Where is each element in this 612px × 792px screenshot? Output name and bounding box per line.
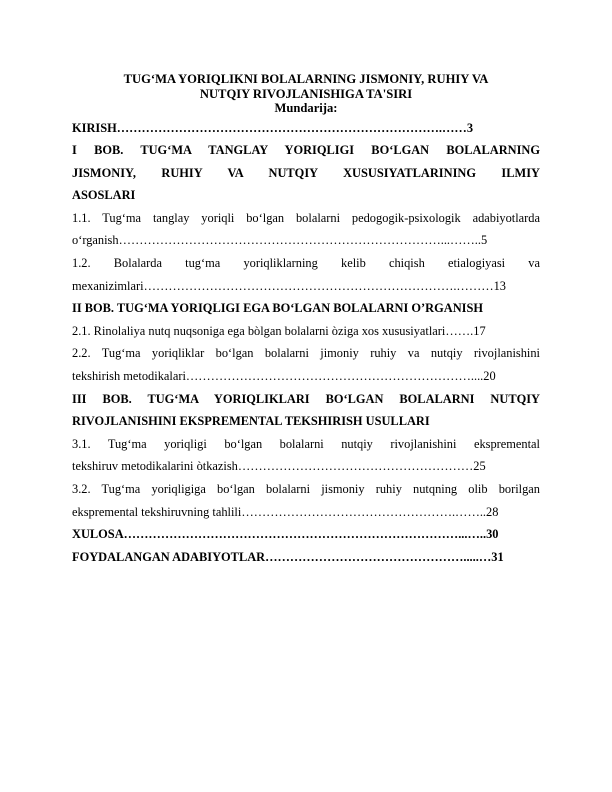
toc-page-number: 28 xyxy=(486,504,499,519)
toc-leader: ………………………………………………………………….……… xyxy=(143,278,494,293)
toc-page-number: 5 xyxy=(481,233,488,248)
toc-line xyxy=(72,275,540,298)
toc-label: XULOSA xyxy=(72,527,124,542)
toc-label: 2.1. Rinolaliya nutq nuqsoniga ega bòlgan bolalarni òziga xos xususiyatlari xyxy=(72,323,446,338)
toc-entry-xulosa[interactable] xyxy=(72,523,540,546)
table-of-contents xyxy=(72,117,540,569)
toc-leader: …………………………………………………………….... xyxy=(185,369,484,384)
toc-text-line: 3.1. Tug‘ma yoriqligi bo‘lgan bolalarni nutqiy rivojlanishini ekspremental xyxy=(72,436,540,451)
toc-entry-bob-2[interactable] xyxy=(72,297,540,320)
toc-page-number: 25 xyxy=(473,459,486,474)
toc-text-line: 3.2. Tug‘ma yoriqligiga bo‘lgan bolalarni jismoniy ruhiy nutqning olib borilgan xyxy=(72,482,540,496)
toc-line xyxy=(72,229,540,252)
toc-page-number: 13 xyxy=(493,278,506,293)
toc-entry-foydalangan-adabiyotlar[interactable] xyxy=(72,546,540,569)
document-title xyxy=(72,72,540,101)
toc-leader: ………………………………………….....… xyxy=(265,549,492,564)
toc-page-number: 20 xyxy=(483,369,496,384)
toc-label: KIRISH xyxy=(72,120,117,135)
toc-leader: ……………………………………………………………………...…….. xyxy=(118,233,482,248)
toc-leader: ………………………………………………… xyxy=(237,459,474,474)
toc-entry-3-1[interactable] xyxy=(72,433,540,478)
toc-leader: …………………………………………….…….. xyxy=(241,504,487,519)
toc-page-number: 3 xyxy=(466,120,474,135)
toc-label: ekspremental tekshiruvning tahlili xyxy=(72,504,242,519)
toc-line xyxy=(72,501,540,524)
toc-heading-line: II BOB. TUG‘MA YORIQLIGI EGA BO‘LGAN BOLALARNI O’RGANISH xyxy=(72,301,484,316)
contents-heading: Mundarija: xyxy=(274,101,338,115)
toc-entry-kirish[interactable] xyxy=(72,117,540,140)
toc-leader: …………………………………………………………………….…… xyxy=(116,120,467,135)
toc-entry-bob-1[interactable] xyxy=(72,139,540,207)
toc-page-number: 30 xyxy=(486,527,499,542)
toc-label: mexanizimlari xyxy=(72,278,144,293)
toc-heading-line: ASOSLARI xyxy=(72,188,136,203)
toc-entry-3-2[interactable] xyxy=(72,478,540,523)
toc-label: o‘rganish xyxy=(72,233,119,248)
toc-heading-line: RIVOJLANISHINI EKSPREMENTAL TEKSHIRISH USULLARI xyxy=(72,414,430,429)
toc-line xyxy=(72,546,540,569)
toc-leader: ………………………………………………………………………...….. xyxy=(123,527,487,542)
toc-entry-1-1[interactable] xyxy=(72,207,540,252)
toc-text-line: 1.2. Bolalarda tug‘ma yoriqliklarning kelib chiqish etialogiyasi va xyxy=(72,256,540,271)
toc-line xyxy=(72,117,540,140)
toc-entry-2-1[interactable] xyxy=(72,320,540,343)
document-title-line-1: TUG‘MA YORIQLIKNI BOLALARNING JISMONIY, RUHIY VA xyxy=(123,72,489,86)
document-title-line-2: NUTQIY RIVOJLANISHIGA TA'SIRI xyxy=(199,86,413,101)
toc-label: tekshirish metodikalari xyxy=(72,369,186,384)
toc-page-number: 31 xyxy=(491,549,504,564)
toc-text-line: 2.2. Tug‘ma yoriqliklar bo‘lgan bolalarni jimoniy ruhiy va nutqiy rivojlanishini xyxy=(72,346,540,361)
toc-text-line: 1.1. Tug‘ma tanglay yoriqli bo‘lgan bolalarni pedogogik-psixologik adabiyotlarda xyxy=(72,210,540,225)
toc-heading-line: III BOB. TUG‘MA YORIQLIKLARI BO‘LGAN BOLALARNI NUTQIY xyxy=(72,391,540,406)
document-page xyxy=(72,72,540,568)
toc-heading-line: JISMONIY, RUHIY VA NUTQIY XUSUSIYATLARINING ILMIY xyxy=(72,165,540,180)
toc-line xyxy=(72,365,540,388)
toc-entry-1-2[interactable] xyxy=(72,252,540,297)
toc-label: tekshiruv metodikalarini òtkazish xyxy=(72,459,238,474)
toc-entry-2-2[interactable] xyxy=(72,342,540,387)
toc-line xyxy=(72,455,540,478)
toc-line xyxy=(72,523,540,546)
toc-leader: ……. xyxy=(445,323,474,338)
toc-line xyxy=(72,320,540,343)
toc-label: FOYDALANGAN ADABIYOTLAR xyxy=(72,549,266,564)
toc-heading-line: I BOB. TUG‘MA TANGLAY YORIQLIGI BO‘LGAN BOLALARNING xyxy=(72,143,540,158)
toc-entry-bob-3[interactable] xyxy=(72,388,540,433)
toc-page-number: 17 xyxy=(473,323,486,338)
